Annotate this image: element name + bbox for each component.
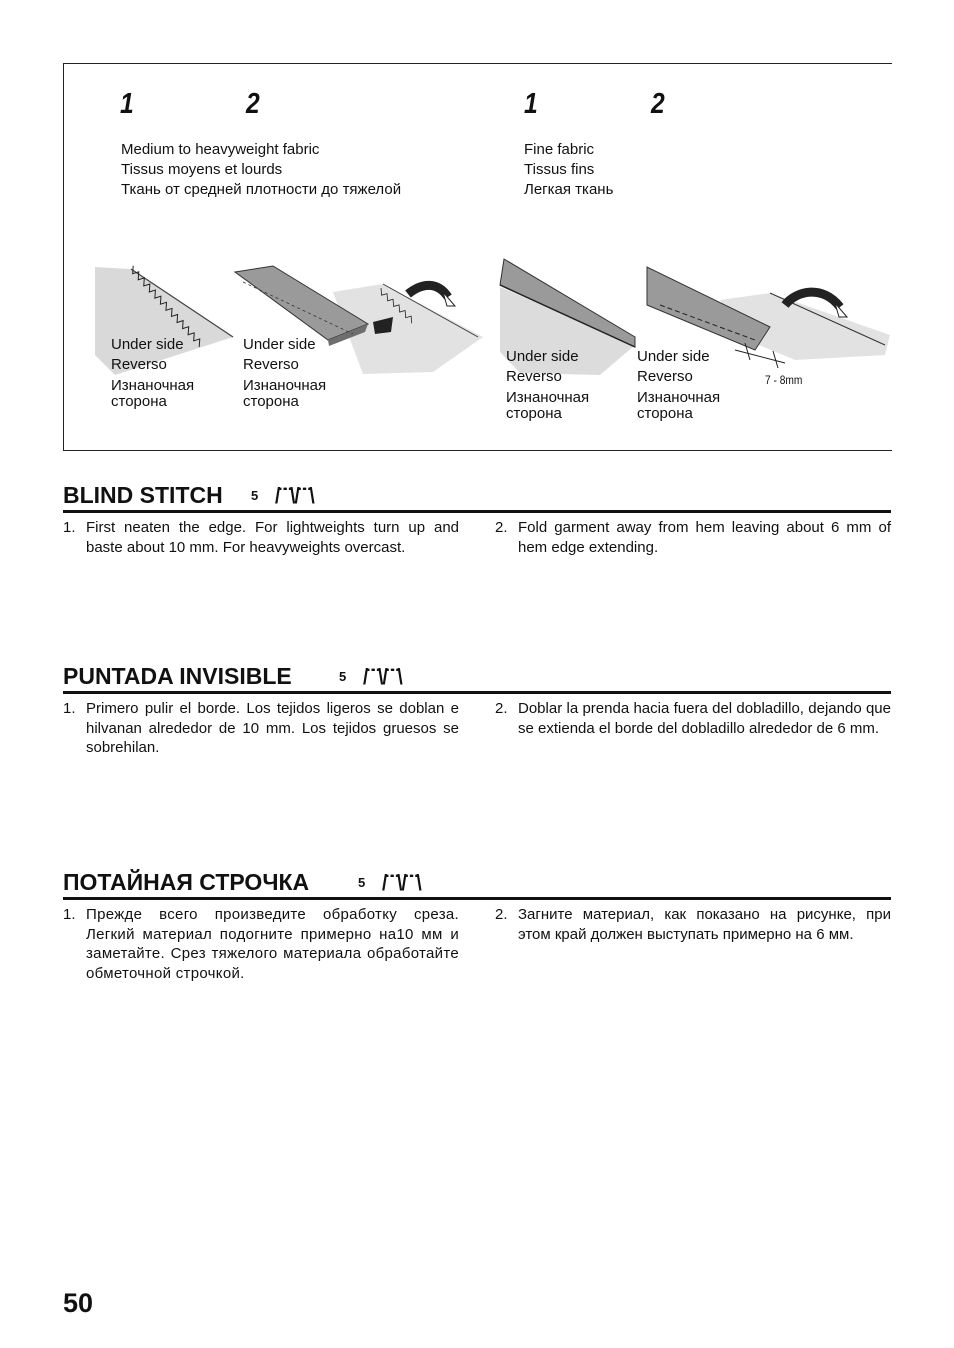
- under-side-label-4: [637, 347, 737, 422]
- fabric-type-line: Tissus fins: [524, 161, 595, 178]
- label-en: Under side: [111, 336, 184, 353]
- step-number-left-1: 1: [120, 88, 134, 120]
- item-number: 2.: [495, 519, 508, 536]
- label-ru: Изнаночная сторона: [506, 389, 590, 422]
- instruction-item: [63, 518, 459, 557]
- fabric-type-line: Medium to heavyweight fabric: [121, 141, 320, 158]
- label-en: Under side: [637, 348, 710, 365]
- item-text: Прежде всего произведите обработку среза. Легкий материал подогните примерно на10 мм и заметайте. Срез тяжелого материала обработайте обметочной строчкой.: [86, 906, 459, 982]
- instruction-item: [495, 905, 891, 944]
- item-number: 2.: [495, 700, 508, 717]
- label-ru: Изнаночная сторона: [111, 377, 195, 410]
- fabric-type-heavy: [121, 140, 401, 200]
- section-title: ПОТАЙНАЯ СТРОЧКА: [63, 869, 310, 895]
- item-number: 1.: [63, 906, 76, 923]
- fabric-type-line: Fine fabric: [524, 141, 595, 158]
- blind-stitch-symbol-icon: /¨¨\/¨¨\: [275, 483, 314, 508]
- item-text: Загните материал, как показано на рисунке, при этом край должен выступать примерно на 6 мм.: [518, 906, 891, 943]
- label-ru: Изнаночная сторона: [637, 389, 721, 422]
- stitch-number: 5: [358, 875, 366, 890]
- instruction-item: [495, 518, 891, 557]
- section-header-blind-stitch: [63, 478, 891, 513]
- item-text: Primero pulir el borde. Los tejidos ligeros se doblan e hilvanan alrededor de 10 mm. Los tejidos gruesos se sobrehilan.: [86, 700, 459, 756]
- label-en: Under side: [506, 348, 579, 365]
- under-side-label-2: [243, 335, 343, 410]
- instruction-item: [495, 699, 891, 738]
- item-number: 1.: [63, 700, 76, 717]
- under-side-label-1: [111, 335, 211, 410]
- instruction-item: [63, 905, 459, 983]
- section-header-puntada-invisible: [63, 659, 891, 694]
- item-text: Fold garment away from hem leaving about 6 mm of hem edge extending.: [518, 519, 891, 556]
- blind-stitch-symbol-icon: /¨¨\/¨¨\: [363, 664, 402, 689]
- step-number-right-2: 2: [651, 88, 665, 120]
- step-number-right-1: 1: [524, 88, 538, 120]
- label-en: Under side: [243, 336, 316, 353]
- section-header-potaynaya-strochka: [63, 865, 891, 900]
- under-side-label-3: [506, 347, 606, 422]
- item-number: 1.: [63, 519, 76, 536]
- step-number-left-2: 2: [246, 88, 260, 120]
- item-text: Doblar la prenda hacia fuera del dobladillo, dejando que se extienda el borde del dobladillo alrededor de 6 mm.: [518, 700, 891, 737]
- fabric-type-fine: [524, 140, 613, 200]
- label-es: Reverso: [243, 356, 299, 373]
- stitch-number: 5: [251, 488, 259, 503]
- fabric-type-line: Легкая ткань: [524, 181, 614, 198]
- blind-stitch-symbol-icon: /¨¨\/¨¨\: [382, 870, 421, 895]
- label-es: Reverso: [637, 368, 693, 385]
- item-text: First neaten the edge. For lightweights turn up and baste about 10 mm. For heavyweights overcast.: [86, 519, 459, 556]
- section-title: PUNTADA INVISIBLE: [63, 663, 292, 689]
- instruction-item: [63, 699, 459, 758]
- label-es: Reverso: [506, 368, 562, 385]
- section-title: BLIND STITCH: [63, 482, 223, 508]
- fabric-type-line: Tissus moyens et lourds: [121, 161, 283, 178]
- label-es: Reverso: [111, 356, 167, 373]
- page-number: 50: [63, 1288, 94, 1318]
- label-ru: Изнаночная сторона: [243, 377, 327, 410]
- item-number: 2.: [495, 906, 508, 923]
- fabric-type-line: Ткань от средней плотности до тяжелой: [121, 181, 402, 198]
- stitch-number: 5: [339, 669, 347, 684]
- measurement-label: 7 - 8mm: [765, 373, 803, 387]
